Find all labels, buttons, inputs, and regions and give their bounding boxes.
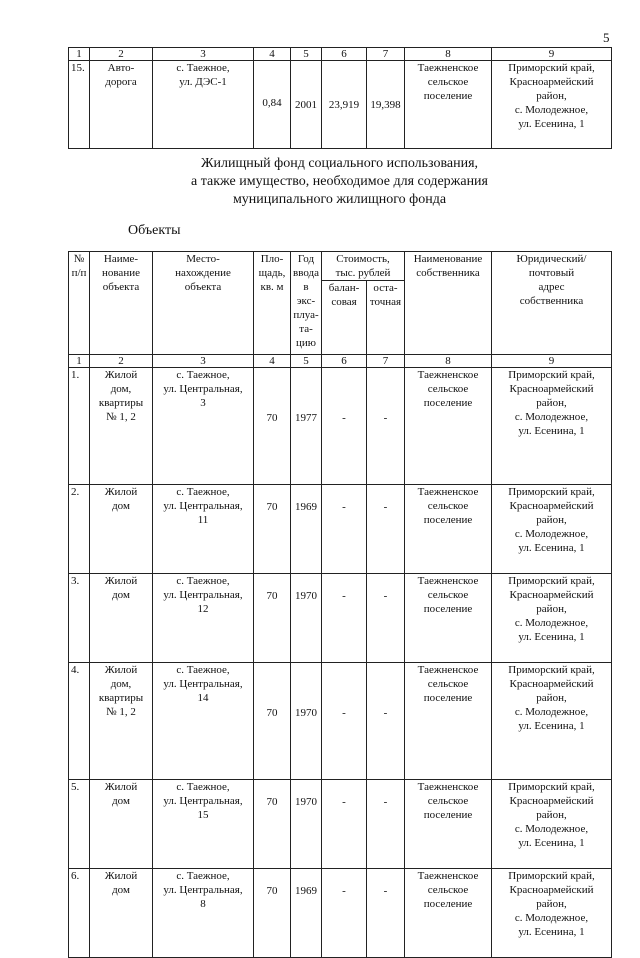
column-number: 2 [90,48,153,61]
page-number: 5 [603,30,610,45]
owner-address: Приморский край, Красноармейский район, с. Молодежное, ул. Есенина, 1 [492,663,612,780]
residual-cost: - [367,368,405,485]
header-cost: Стоимость, тыс. рублей [322,252,405,281]
header-balance: балан- совая [322,281,367,355]
object-location: с. Таежное, ул. Центральная, 3 [153,368,254,485]
header-residual: оста- точная [367,281,405,355]
column-number: 9 [492,48,612,61]
row-number: 2. [69,485,90,574]
row-number: 15. [69,61,90,149]
row-number: 6. [69,869,90,958]
row-number: 1. [69,368,90,485]
balance-cost: - [322,574,367,663]
owner-address: Приморский край, Красноармейский район, с. Молодежное, ул. Есенина, 1 [492,574,612,663]
object-area: 70 [254,368,291,485]
table-row [69,574,612,663]
header-row [69,252,612,281]
object-area: 70 [254,780,291,869]
balance-cost: - [322,780,367,869]
residual-cost: - [367,780,405,869]
object-name: Жилой дом [90,485,153,574]
commission-year: 1969 [291,869,322,958]
owner-name: Таежненское сельское поселение [405,663,492,780]
object-location: с. Таежное, ул. Центральная, 8 [153,869,254,958]
object-area: 70 [254,485,291,574]
object-area: 70 [254,663,291,780]
column-number: 9 [492,355,612,368]
residual-cost: - [367,869,405,958]
section-heading-line: муниципального жилищного фонда [232,192,447,207]
owner-name: Таежненское сельское поселение [405,368,492,485]
object-name: Жилой дом [90,869,153,958]
object-area: 0,84 [254,61,291,149]
commission-year: 1977 [291,368,322,485]
balance-cost: 23,919 [322,61,367,149]
object-area: 70 [254,574,291,663]
balance-cost: - [322,869,367,958]
commission-year: 1970 [291,663,322,780]
column-number: 6 [322,48,367,61]
header-owner: Наименование собственника [405,252,492,355]
column-number: 4 [254,355,291,368]
balance-cost: - [322,368,367,485]
column-number: 7 [367,355,405,368]
column-number-row [69,48,612,61]
housing-objects-table [68,251,612,958]
row-number: 5. [69,780,90,869]
residual-cost: - [367,663,405,780]
section-heading-line: а также имущество, необходимое для содержания [191,174,488,189]
balance-cost: - [322,485,367,574]
table-row [69,780,612,869]
owner-name: Таежненское сельское поселение [405,574,492,663]
column-number: 8 [405,48,492,61]
column-number: 3 [153,355,254,368]
owner-address: Приморский край, Красноармейский район, с. Молодежное, ул. Есенина, 1 [492,780,612,869]
header-area: Пло- щадь, кв. м [254,252,291,355]
column-number: 6 [322,355,367,368]
owner-address: Приморский край, Красноармейский район, с. Молодежное, ул. Есенина, 1 [492,368,612,485]
residual-cost: - [367,485,405,574]
row-number: 4. [69,663,90,780]
commission-year: 1970 [291,780,322,869]
column-number: 2 [90,355,153,368]
section-heading [68,155,611,209]
object-area: 70 [254,869,291,958]
object-name: Авто- дорога [90,61,153,149]
commission-year: 1969 [291,485,322,574]
object-location: с. Таежное, ул. Центральная, 12 [153,574,254,663]
column-number: 1 [69,48,90,61]
objects-subheading: Объекты [128,223,181,238]
column-number-row [69,355,612,368]
header-name: Наиме- нование объекта [90,252,153,355]
owner-name: Таежненское сельское поселение [405,780,492,869]
residual-cost: - [367,574,405,663]
owner-name: Таежненское сельское поселение [405,869,492,958]
row-number: 3. [69,574,90,663]
object-location: с. Таежное, ул. ДЭС-1 [153,61,254,149]
column-number: 3 [153,48,254,61]
owner-name: Таежненское сельское поселение [405,485,492,574]
property-table-continuation [68,47,612,149]
header-location: Место- нахождение объекта [153,252,254,355]
table-row [69,869,612,958]
object-name: Жилой дом [90,780,153,869]
residual-cost: 19,398 [367,61,405,149]
object-location: с. Таежное, ул. Центральная, 11 [153,485,254,574]
header-year: Год ввода в экс- плуа- та- цию [291,252,322,355]
owner-address: Приморский край, Красноармейский район, с. Молодежное, ул. Есенина, 1 [492,869,612,958]
owner-name: Таежненское сельское поселение [405,61,492,149]
commission-year: 2001 [291,61,322,149]
column-number: 1 [69,355,90,368]
object-location: с. Таежное, ул. Центральная, 15 [153,780,254,869]
header-address: Юридический/ почтовый адрес собственника [492,252,612,355]
column-number: 8 [405,355,492,368]
owner-address: Приморский край, Красноармейский район, с. Молодежное, ул. Есенина, 1 [492,61,612,149]
table-row [69,368,612,485]
object-name: Жилой дом, квартиры № 1, 2 [90,663,153,780]
section-heading-line: Жилищный фонд социального использования, [200,156,479,171]
object-name: Жилой дом, квартиры № 1, 2 [90,368,153,485]
table-row [69,663,612,780]
object-location: с. Таежное, ул. Центральная, 14 [153,663,254,780]
column-number: 5 [291,355,322,368]
table-row [69,485,612,574]
header-num: № п/п [69,252,90,355]
commission-year: 1970 [291,574,322,663]
owner-address: Приморский край, Красноармейский район, с. Молодежное, ул. Есенина, 1 [492,485,612,574]
table-row [69,61,612,149]
column-number: 7 [367,48,405,61]
balance-cost: - [322,663,367,780]
object-name: Жилой дом [90,574,153,663]
column-number: 4 [254,48,291,61]
column-number: 5 [291,48,322,61]
